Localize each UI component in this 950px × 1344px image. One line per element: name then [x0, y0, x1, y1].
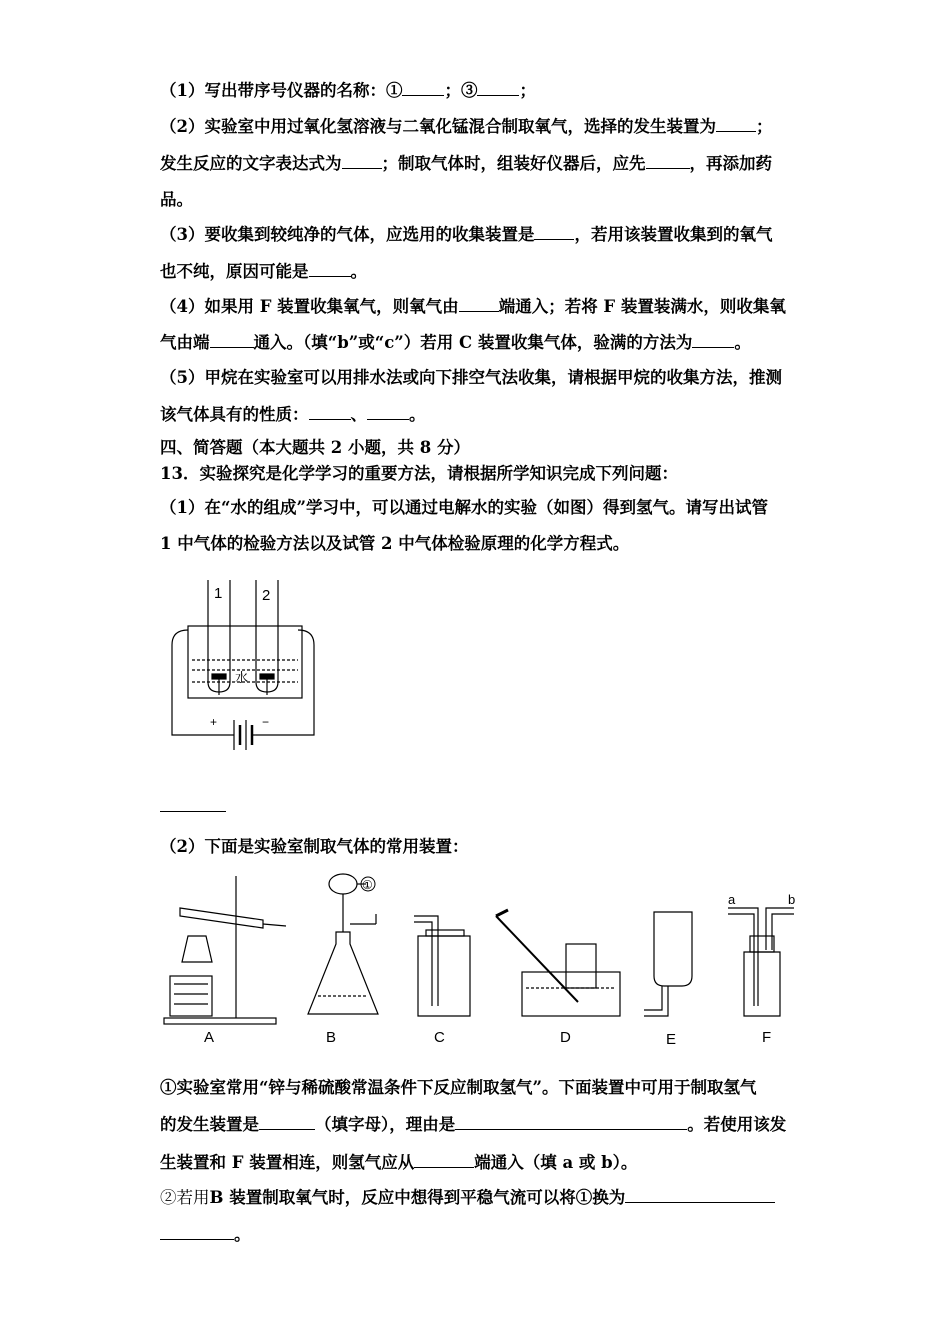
- positive-label: +: [210, 715, 218, 729]
- tube-1-label: 1: [214, 585, 223, 602]
- answer-blank[interactable]: [367, 405, 409, 420]
- q12-line-4: 品。: [160, 190, 193, 209]
- q13-sub-line-4: ②若用B 装置制取氧气时，反应中想得到平稳气流可以将①换为: [160, 1184, 775, 1208]
- answer-blank[interactable]: [309, 262, 351, 277]
- water-trough: [188, 626, 302, 698]
- answer-blank[interactable]: [402, 81, 444, 96]
- q12-line-9: （5）甲烷在实验室可以用排水法或向下排空气法收集，请根据甲烷的收集方法，推测: [160, 368, 782, 387]
- q12-line-1: （1）写出带序号仪器的名称：① ；③ ；: [160, 81, 536, 100]
- q12-line-7: （4）如果用 F 装置收集氧气，则氧气由 端通入；若将 F 装置装满水，则收集氧: [160, 297, 786, 316]
- q13-sub-line-5: 。: [160, 1221, 251, 1245]
- answer-blank[interactable]: [646, 154, 690, 169]
- answer-blank[interactable]: [414, 1153, 474, 1168]
- heated-tube: [180, 908, 263, 928]
- label-f: F: [762, 1029, 772, 1046]
- answer-blank[interactable]: [459, 297, 499, 312]
- label-a: A: [204, 1029, 215, 1046]
- tube-2-label: 2: [262, 587, 271, 604]
- answer-blank[interactable]: [455, 1115, 687, 1130]
- port-a-label: a: [728, 892, 736, 907]
- q12-line-2: （2）实验室中用过氧化氢溶液与二氧化锰混合制取氧气，选择的发生装置为 ；: [160, 117, 773, 136]
- answer-blank[interactable]: [160, 1225, 234, 1240]
- negative-label: −: [262, 715, 270, 729]
- answer-blank[interactable]: [716, 117, 756, 132]
- section-heading: 四、简答题（本大题共 2 小题，共 8 分）: [160, 438, 470, 457]
- answer-blank[interactable]: [477, 81, 519, 96]
- q12-line-5: （3）要收集到较纯净的气体，应选用的收集装置是 ，若用该装置收集到的氧气: [160, 225, 773, 244]
- answer-blank[interactable]: [210, 333, 254, 348]
- label-c: C: [434, 1029, 445, 1046]
- electrolysis-figure: [168, 570, 318, 760]
- stand-base: [164, 1018, 276, 1024]
- q13-line-1: （1）在“水的组成”学习中，可以通过电解水的实验（如图）得到氢气。请写出试管: [160, 498, 768, 517]
- label-b: B: [326, 1029, 337, 1046]
- q12-line-8: 气由端 通入。（填“b”或“c”）若用 C 装置收集气体，验满的方法为 。: [160, 333, 751, 352]
- answer-blank[interactable]: [259, 1115, 315, 1130]
- q13-stem: 13．实验探究是化学学习的重要方法，请根据所学知识完成下列问题：: [160, 464, 678, 483]
- answer-blank[interactable]: [160, 797, 226, 812]
- answer-blank[interactable]: [692, 333, 734, 348]
- q12-line-10: 该气体具有的性质： 、 。: [160, 405, 426, 424]
- conical-flask: [308, 932, 378, 1014]
- label-e: E: [666, 1031, 677, 1048]
- water-label: 水: [235, 670, 249, 685]
- answer-blank[interactable]: [625, 1188, 775, 1203]
- marker-1-label: ①: [362, 878, 373, 892]
- q13-sub-line-3: 生装置和 F 装置相连，则氢气应从 端通入（填 a 或 b）。: [160, 1153, 638, 1172]
- answer-blank[interactable]: [534, 225, 574, 240]
- label-d: D: [560, 1029, 571, 1046]
- apparatus-figure: [158, 866, 808, 1052]
- wood-block: [170, 976, 212, 1016]
- q13-sub-line-2: 的发生装置是 （填字母），理由是 。若使用该发: [160, 1115, 787, 1134]
- q12-line-3: 发生反应的文字表达式为 ；制取气体时，组装好仪器后，应先 ，再添加药: [160, 154, 772, 173]
- q13-line-3: （2）下面是实验室制取气体的常用装置：: [160, 837, 469, 856]
- q13-sub-line-1: ①实验室常用“锌与稀硫酸常温条件下反应制取氢气”。下面装置中可用于制取氢气: [160, 1078, 757, 1097]
- q13-line-2: 1 中气体的检验方法以及试管 2 中气体检验原理的化学方程式。: [160, 534, 630, 553]
- answer-blank[interactable]: [309, 405, 351, 420]
- port-b-label: b: [788, 892, 796, 907]
- q12-line-6: 也不纯，原因可能是 。: [160, 262, 367, 281]
- answer-blank[interactable]: [342, 154, 382, 169]
